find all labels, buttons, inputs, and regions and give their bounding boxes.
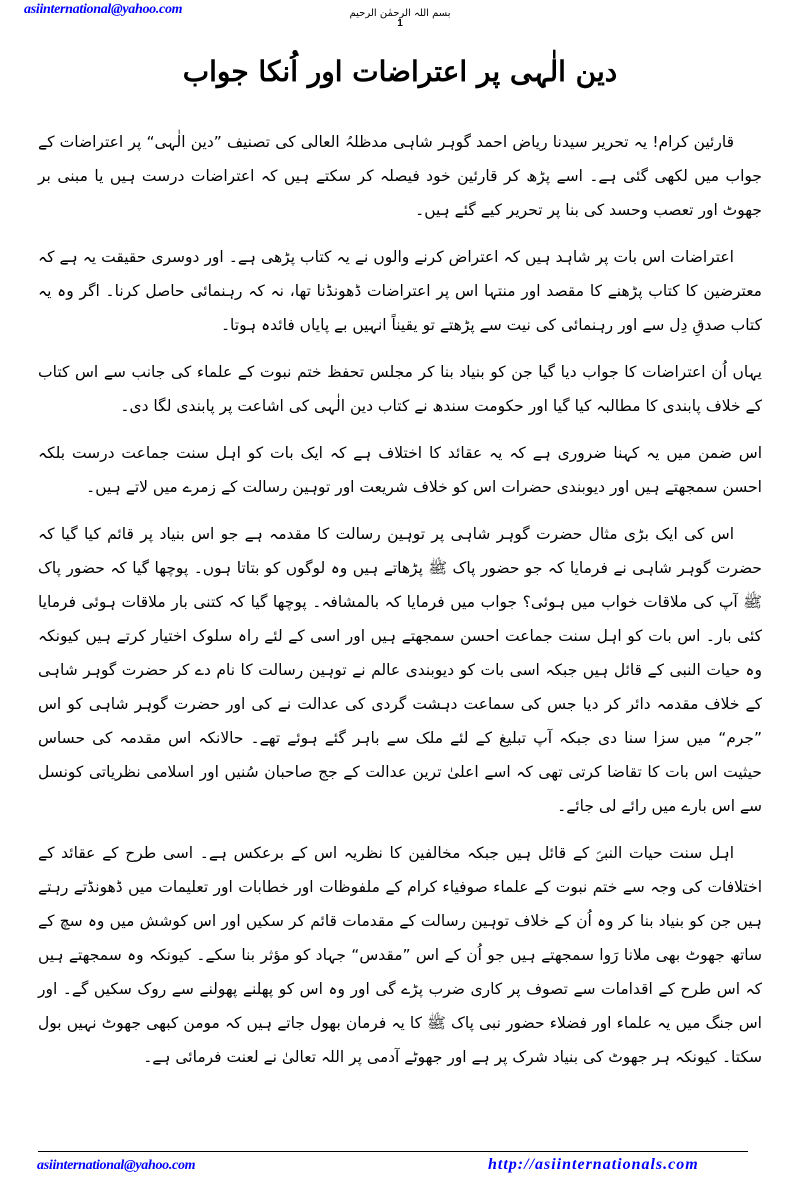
paragraph-2: اعتراضات اس بات پر شاہد ہیں کہ اعتراض کرنے والوں نے یہ کتاب پڑھی ہے۔ اور دوسری حقیقت یہ ہے کہ معترضین کا کتاب پڑھنے کا مقصد اور منتہا اس پر اعتراضات ڈھونڈنا تھا، نہ کہ رہنمائی حاصل کرنا۔ اگر وہ یہ کتاب صدقِ دِل سے اور رہنمائی کی نیت سے پڑھتے تو یقیناً انہیں بے پایاں فائدہ ہوتا۔ <box>38 248 762 334</box>
document-body <box>38 125 762 1087</box>
footer-email-link[interactable]: asiinternational@yahoo.com <box>37 1158 196 1173</box>
paragraph-6: اہل سنت حیات النبیؐ کے قائل ہیں جبکہ مخالفین کا نظریہ اس کے برعکس ہے۔ اسی طرح کے عقائد کے اختلافات کی وجہ سے ختم نبوت کے علماء صوفیاء کرام کے ملفوظات اور خطابات اور تعلیمات میں ڈھونڈتے رہتے ہیں جن کو بنیاد بنا کر وہ اُن کے خلاف توہین رسالت کے مقدمات قائم کر سکیں اور اس کوشش میں وہ سچ کے ساتھ جھوٹ بھی ملانا رَوا سمجھتے ہیں جو اُن کے اس ”مقدس“ جہاد کو مؤثر بنا سکے۔ کیونکہ وہ سمجھتے ہیں کہ اس طرح کے اقدامات سے تصوف پر کاری ضرب پڑے گی اور وہ اس کو پھلنے پھولنے سے روک سکیں گے۔ اور اس جنگ میں یہ علماء اور فضلاء حضور نبی پاک ﷺ کا یہ فرمان بھول جاتے ہیں کہ مومن کبھی جھوٹ نہیں بول سکتا۔ کیونکہ ہر جھوٹ کی بنیاد شرک پر ہے اور جھوٹے آدمی پر اللہ تعالیٰ نے لعنت فرمائی ہے۔ <box>38 844 762 1066</box>
paragraph-1: قارئین کرام! یہ تحریر سیدنا ریاض احمد گوہر شاہی مدظلہُ العالی کی تصنیف ”دین الٰہی“ پر اعتراضات کے جواب میں لکھی گئی ہے۔ اسے پڑھ کر قارئین خود فیصلہ کر سکتے ہیں کہ اعتراضات درست ہیں یا مبنی بر جھوٹ اور تعصب وحسد کی بنا پر تحریر کیے گئے ہیں۔ <box>38 133 762 219</box>
page-number: 1 <box>397 18 403 29</box>
footer-divider <box>38 1151 748 1152</box>
paragraph-5: اس کی ایک بڑی مثال حضرت گوہر شاہی پر توہین رسالت کا مقدمہ ہے جو اس بنیاد پر قائم کیا گیا کہ حضرت گوہر شاہی نے فرمایا کہ جو حضور پاک ﷺ پڑھاتے ہیں وہ لوگوں کو بتاتا ہوں۔ پوچھا گیا کہ حضور پاک ﷺ آپ کی ملاقات خواب میں ہوئی؟ جواب میں فرمایا کہ بالمشافہ۔ پوچھا گیا کہ کتنی بار ملاقات ہوئی فرمایا کئی بار۔ اس بات کو اہل سنت جماعت احسن سمجھتے ہیں اور اسی کے لئے راہ سلوک اختیار کرتے ہیں کیونکہ وہ حیات النبی کے قائل ہیں جبکہ اسی بات کو دیوبندی عالم نے توہین رسالت کا نام دے کر حضرت گوہر شاہی کے خلاف مقدمہ دائر کر دیا جس کی سماعت دہشت گردی کی عدالت نے کی اور حضرت گوہر شاہی کو اس ”جرم“ میں سزا سنا دی جبکہ آپ تبلیغ کے لئے ملک سے باہر گئے ہوئے تھے۔ حالانکہ اس مقدمہ کی حساس حیثیت اس بات کا تقاضا کرتی تھی کہ اسے اعلیٰ ترین عدالت کے جج صاحبان سُنیں اور اسلامی نظریاتی کونسل سے اس بارے میں رائے لی جائے۔ <box>38 525 762 815</box>
footer-website-link[interactable]: http://asiinternationals.com <box>488 1156 699 1173</box>
bismillah-heading: بسم اللہ الرحمٰن الرحیم <box>349 8 451 19</box>
paragraph-4: اس ضمن میں یہ کہنا ضروری ہے کہ یہ عقائد کا اختلاف ہے کہ ایک بات کو اہل سنت جماعت درست بلکہ احسن سمجھتے ہیں اور دیوبندی حضرات اس کو خلاف شریعت اور توہین رسالت کے زمرے میں لاتے ہیں۔ <box>38 444 762 496</box>
paragraph-3: یہاں اُن اعتراضات کا جواب دیا گیا جن کو بنیاد بنا کر مجلس تحفظ ختم نبوت کے علماء کی جانب سے اس کتاب کے خلاف پابندی کا مطالبہ کیا گیا اور حکومت سندھ نے کتاب دین الٰہی کی اشاعت پر پابندی لگا دی۔ <box>38 363 762 415</box>
document-title: دین الٰہی پر اعتراضات اور اُنکا جواب <box>182 55 618 88</box>
header-email-link[interactable]: asiinternational@yahoo.com <box>24 2 183 17</box>
